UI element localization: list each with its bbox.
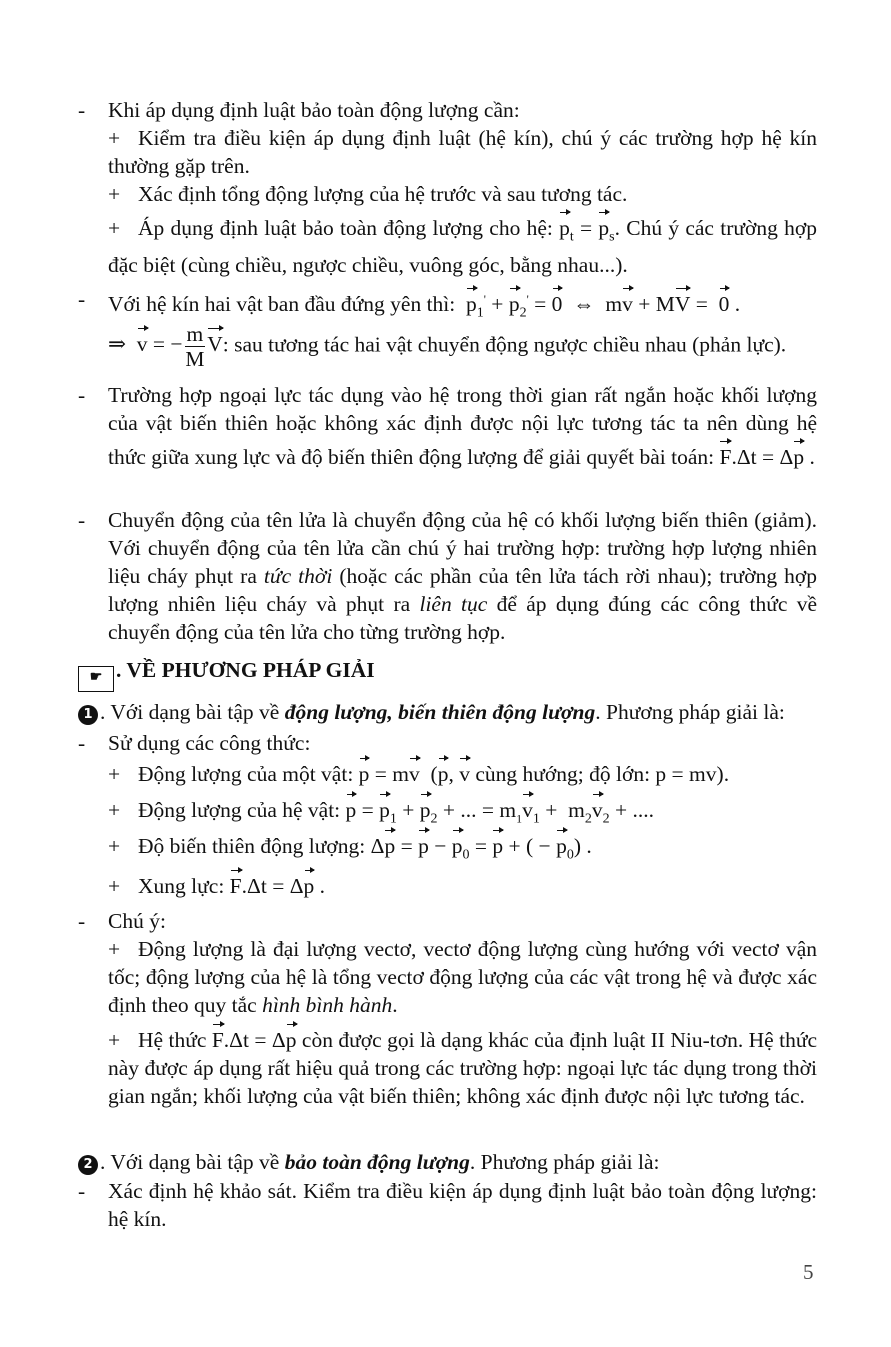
bullet-impulse-case: - Trường hợp ngoại lực tác dụng vào hệ trong thời gian rất ngắn hoặc khối lượng của vật biến thiên hoặc không xác định được nội lực tương tác ta nên dùng hệ thức giữa xung lực và độ biến thiên động lượng để giải quyết bài toán: F.Δt = Δp . <box>78 383 817 469</box>
result-line-recoil <box>78 322 817 371</box>
formula-item-momentum-object: + Động lượng của một vật: p = mv (p, v cùng hướng; độ lớn: p = mv). <box>108 762 730 786</box>
bullet-text: Sử dụng các công thức: <box>108 731 311 755</box>
formula-v-ratio: ⇒ v = − $\frac{m}{M}$ V <box>108 322 223 371</box>
formula-p-sum: $p = p_1 + p_2$ + ... = $m_1v_1 + m_2v_2$ + .... <box>345 798 655 827</box>
sub-bullet-text-post: . Chú ý các trường hợp đặc biệt (cùng chiều, ngược chiều, vuông góc, bằng nhau...). <box>108 216 818 278</box>
emphasis-parallelogram: hình bình hành <box>262 993 393 1017</box>
section-heading <box>78 656 375 692</box>
method-text: . Với dạng bài tập về <box>100 700 285 724</box>
formula-f-dt: F.Δt = Δp . <box>229 874 326 898</box>
bullet-text: Chuyển động của tên lửa là chuyển động của hệ có khối lượng biến thiên (giảm). Với chuyển động của tên lửa cần chú ý hai trường hợp: trường hợp lượng nhiên liệu cháy phụt ra <box>108 508 817 588</box>
note-text-end: . <box>392 993 398 1017</box>
bullet-text: Khi áp dụng định luật bảo toàn động lượng cần: <box>108 98 520 122</box>
bullet-identify-system: - Xác định hệ khảo sát. Kiểm tra điều kiện áp dụng định luật bảo toàn động lượng: hệ kín. <box>78 1179 817 1231</box>
number-two-icon: 2 <box>78 1155 98 1175</box>
bullet-closed-system-rest: - Với hệ kín hai vật ban đầu đứng yên thì: $p_1' + p_2' = 0$ ⇔ mv + MV = 0 . <box>78 287 741 321</box>
formula-p-mv: p = mv (p, v <box>358 762 470 786</box>
bullet-text: Chú ý: <box>108 909 166 933</box>
formula-label: Độ biến thiên động lượng: <box>138 834 366 858</box>
formula-item-momentum-system: + Động lượng của hệ vật: $p = p_1 + p_2$ + ... = $m_1v_1 + m_2v_2$ + .... <box>108 798 655 827</box>
pointing-hand-icon: ☛ <box>78 666 114 692</box>
note-text-cont: còn được gọi là dạng khác của định luật II Niu-tơn. Hệ thức này được áp dụng rất hiệu quả trong các trường hợp: ngoại lực tác dụng trong thời gian ngắn; khối lượng của vật biến thiên; không xác định được nội lực tương tác. <box>108 1028 818 1108</box>
bullet-note: - Chú ý: <box>78 907 817 935</box>
formula-note: cùng hướng; độ lớn: p = mv). <box>475 762 730 786</box>
sub-bullet-text: Xác định tổng động lượng của hệ trước và sau tương tác. <box>138 182 628 206</box>
emphasis-continuous: liên tục <box>419 592 488 616</box>
bullet-text: Xác định hệ khảo sát. Kiểm tra điều kiện áp dụng định luật bảo toàn động lượng: hệ kín. <box>108 1179 817 1231</box>
formula-label: Động lượng của hệ vật: <box>138 798 341 822</box>
bullet-rocket: - Chuyển động của tên lửa là chuyển động của hệ có khối lượng biến thiên (giảm). Với chuyển động của tên lửa cần chú ý hai trường hợp: trường hợp lượng nhiên liệu cháy phụt ra tức thời (hoặc các phần của tên lửa tách rời nhau); trường hợp lượng nhiên liệu cháy và phụt ra liên tục để áp dụng đúng các công thức về chuyển động của tên lửa cho từng trường hợp. <box>78 508 818 644</box>
note-vector-quantity: + Động lượng là đại lượng vectơ, vectơ động lượng cùng hướng với vectơ vận tốc; động lượng của hệ là tổng vectơ động lượng của các vật trong hệ và được xác định theo quy tắc hình bình hành. <box>108 937 817 1017</box>
page-number: 5 <box>803 1260 814 1284</box>
emphasis-instant: tức thời <box>263 564 333 588</box>
sub-bullet-text: Áp dụng định luật bảo toàn động lượng cho hệ: <box>138 216 553 240</box>
bullet-text-cont: (hoặc các phần của tên lửa tách rời nhau); trường hợp lượng nhiên liệu cháy và phụt ra <box>108 564 817 616</box>
formula-item-impulse: + Xung lực: F.Δt = Δp . <box>108 874 326 898</box>
sub-bullet-apply-conservation: + Áp dụng định luật bảo toàn động lượng cho hệ: $p_t = p_s$. Chú ý các trường hợp đặc biệt (cùng chiều, ngược chiều, vuông góc, bằng nhau...). <box>108 216 818 278</box>
bullet-apply-law: - Khi áp dụng định luật bảo toàn động lượng cần: <box>78 96 817 124</box>
method-text-end: . Phương pháp giải là: <box>595 700 785 724</box>
method-topic: động lượng, biến thiên động lượng <box>284 700 596 724</box>
formula-p1-p2-zero: $p_1' + p_2' = 0$ ⇔ mv + MV = 0 . <box>466 292 741 321</box>
note-text: Động lượng là đại lượng vectơ, vectơ động lượng cùng hướng với vectơ vận tốc; động lượng của hệ là tổng vectơ động lượng của các vật trong hệ và được xác định theo quy tắc <box>108 937 817 1017</box>
sub-bullet-text: Kiểm tra điều kiện áp dụng định luật (hệ kín), chú ý các trường hợp hệ kín thường gặp trên. <box>108 126 817 178</box>
formula-f-dt-inline: F.Δt = Δp <box>211 1028 297 1052</box>
method-topic: bảo toàn động lượng <box>284 1150 470 1174</box>
bullet-text: Trường hợp ngoại lực tác dụng vào hệ trong thời gian rất ngắn hoặc khối lượng của vật biến thiên hoặc không xác định được nội lực tương tác ta nên dùng hệ thức giữa xung lực và độ biến thiên động lượng để giải quyết bài toán: <box>108 383 817 469</box>
method-1-title <box>78 698 817 726</box>
sub-bullet-total-momentum: + Xác định tổng động lượng của hệ trước và sau tương tác. <box>108 182 628 206</box>
formula-label: Động lượng của một vật: <box>138 762 354 786</box>
bullet-text-end: để áp dụng đúng các công thức về chuyển động của tên lửa cho từng trường hợp. <box>108 592 818 644</box>
method-text: . Với dạng bài tập về <box>100 1150 285 1174</box>
formula-impulse: F.Δt = Δp . <box>719 445 815 469</box>
note-text: Hệ thức <box>138 1028 207 1052</box>
formula-item-momentum-change: + Độ biến thiên động lượng: $\Delta p = p - p_0 = p$ + ( − $p_0$) . <box>108 834 592 863</box>
formula-label: Xung lực: <box>138 874 225 898</box>
heading-text: . VỀ PHƯƠNG PHÁP GIẢI <box>116 658 375 682</box>
formula-delta-p: $\Delta p = p - p_0 = p$ + ( − $p_0$) . <box>370 834 592 863</box>
sub-bullet-check-conditions: + Kiểm tra điều kiện áp dụng định luật (hệ kín), chú ý các trường hợp hệ kín thường gặp trên. <box>108 126 817 178</box>
method-2-title <box>78 1148 817 1176</box>
bullet-use-formulas: - Sử dụng các công thức: <box>78 729 817 757</box>
note-newton-second-law: + Hệ thức F.Δt = Δp còn được gọi là dạng khác của định luật II Niu-tơn. Hệ thức này được áp dụng rất hiệu quả trong các trường hợp: ngoại lực tác dụng trong thời gian ngắn; khối lượng của vật biến thiên; không xác định được nội lực tương tác. <box>108 1028 818 1108</box>
bullet-text: Với hệ kín hai vật ban đầu đứng yên thì: <box>108 292 456 317</box>
result-text: : sau tương tác hai vật chuyển động ngược chiều nhau (phản lực). <box>222 332 787 357</box>
formula-pt-ps: $p_t = p_s$ <box>559 216 615 245</box>
method-text-end: . Phương pháp giải là: <box>469 1150 660 1174</box>
number-one-icon: 1 <box>78 705 98 725</box>
